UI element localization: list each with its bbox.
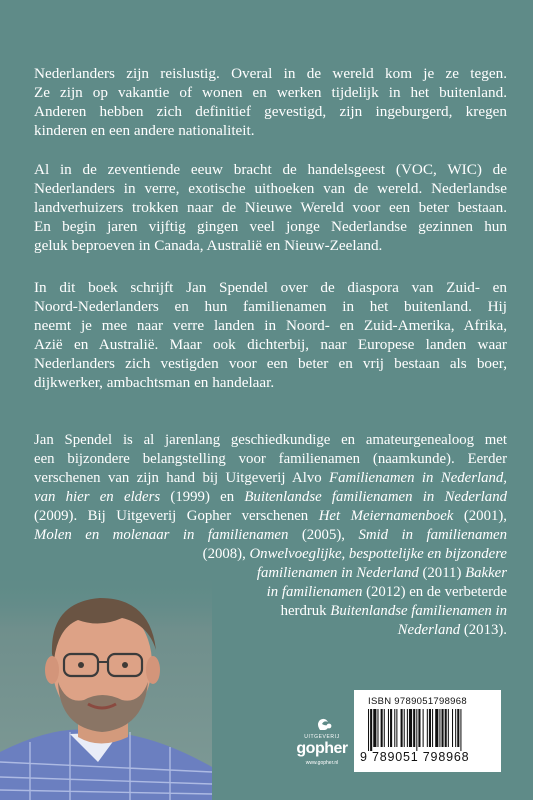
book-title: Het Meiernamenboek [318,508,454,524]
text-line: En begin jaren vijftig gingen veel jonge Nederlandse gezinnen hun [34,218,507,235]
text-line: Nederlanders zich vestigden voor een beter en vrij bestaan als boer, [34,355,507,372]
publisher-label: UITGEVERIJ [304,734,340,740]
barcode-bar [416,709,417,751]
text-line [34,507,507,526]
book-title: Buitenlandse familienamen in Nederland [244,489,507,505]
barcode-bar [439,709,440,747]
barcode-bar [455,709,456,747]
barcode-bar [432,709,433,747]
barcode-bar [435,709,438,747]
barcode-bar [368,709,369,751]
text-line: kinderen en een andere nationaliteit. [34,122,255,139]
barcode-digits: 9 789051 798968 [360,750,470,764]
book-title: in familienamen [266,584,363,600]
book-title: Molen en molenaar in familienamen [34,527,289,543]
text-run: verschenen van zijn hand bij Uitgeverij Alvo [34,470,330,486]
text-line: Al in de zeventiende eeuw bracht de handelsgeest (VOC, WIC) de [34,161,507,178]
barcode-bar [381,709,383,747]
text-line: Noord-Nederlanders en hun familienamen in het buitenland. Hij [34,298,507,315]
book-title: Buitenlandse familienamen in [330,603,507,619]
barcode-bar [448,709,449,747]
text-run: (2012) en de verbeterde [362,584,507,600]
barcode-bar [390,709,392,747]
text-line: Anderen hebben zich definitief gevestigd, zijn ingeburgerd, kregen [34,103,507,120]
barcode-bar [413,709,415,747]
squirrel-icon [298,718,348,732]
barcode-bar [384,709,385,747]
barcode-bar [370,709,372,751]
barcode-bar [452,709,453,747]
text-line: een bijzondere belangstelling voor familienamen (naamkunde). Eerder [34,451,507,467]
barcode-label [354,690,501,772]
author-photo [0,572,212,800]
text-run: (2005), [288,527,359,543]
text-line: Azië en Australië. Maar ook dichterbij, naar Europese landen waar [34,336,507,353]
barcode-bar [394,709,395,747]
text-line: Ze zijn op vakantie of wonen en werken tijdelijk in het buitenland. [34,84,507,101]
text-line: neemt je mee naar verre landen in Noord- en Zuid-Amerika, Afrika, [34,317,507,334]
book-title: Familienamen in Nederland, [329,470,507,486]
barcode-bar [429,709,431,747]
barcode-bar [457,709,459,747]
text-run: herdruk [280,603,331,619]
barcode-icon [358,709,497,751]
text-run: (2009). Bij Uitgeverij Gopher verschenen [34,508,319,524]
text-line [34,488,507,507]
barcode-bar [418,709,420,747]
book-title: Bakker [465,565,507,581]
book-title: familienamen in Nederland [256,565,419,581]
blurb-paragraph-3 [34,278,507,392]
blurb-paragraph-2 [34,160,507,255]
barcode-bar [377,709,378,747]
barcode-bar [427,709,428,747]
barcode-bar [460,709,461,751]
text-run: (1999) en [160,489,245,505]
barcode-bar [409,709,412,747]
barcode-bar [373,709,376,747]
text-line: In dit boek schrijft Jan Spendel over de diaspora van Zuid- en [34,279,507,296]
text-run: (2011) [418,565,466,581]
text-line [34,526,507,545]
text-line [34,545,507,564]
book-title: van hier en elders [34,489,161,505]
barcode-bar [423,709,424,747]
publisher-name: gopher [296,740,348,757]
text-run: (2008), [202,546,250,562]
book-title: Nederland [397,622,461,638]
text-run: (2001), [453,508,507,524]
text-line: Jan Spendel is al jarenlang geschiedkundige en amateurgenealoog met [34,432,507,448]
barcode-bar [445,709,447,747]
publisher-logo [292,722,348,782]
book-title: Onwelvoeglijke, bespottelijke en bijzondere [249,546,507,562]
barcode-bar [407,709,408,747]
barcode-bar [396,709,397,747]
text-line: landverhuizers trokken naar de Nieuwe Wereld voor een beter bestaan. [34,199,507,216]
book-title: Smid in familienamen [358,527,507,543]
isbn-text: ISBN 9789051798968 [368,696,467,707]
text-run: (2013). [460,622,507,638]
publisher-url: www.gopher.nl [305,760,339,766]
barcode-bar [388,709,389,747]
text-line: dijkwerker, ambachtsman en handelaar. [34,374,275,391]
barcode-bar [442,709,444,747]
text-line: geluk beproeven in Canada, Australië en Nieuw-Zeeland. [34,237,383,254]
text-line [34,469,507,488]
blurb-paragraph-1 [34,64,507,140]
barcode-bar [401,709,403,747]
barcode-bar [404,709,405,747]
text-line: Nederlanders zijn reislustig. Overal in de wereld kom je ze tegen. [34,65,507,82]
text-line: Nederlanders in verre, exotische uithoeken van de wereld. Nederlandse [34,180,507,197]
